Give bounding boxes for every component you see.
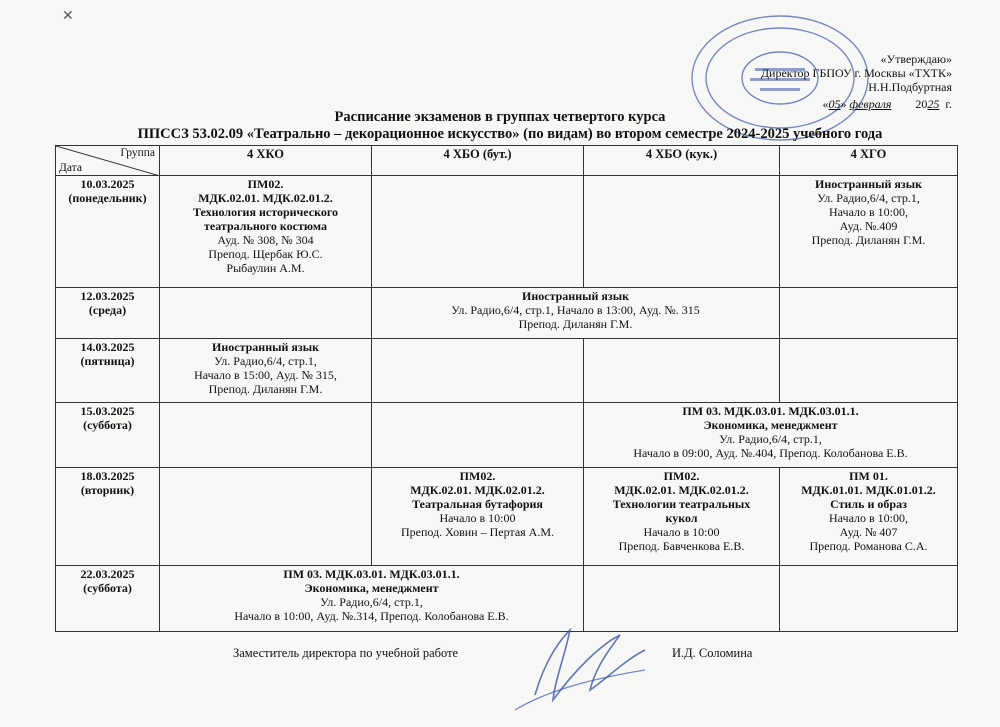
page-subtitle: ППССЗ 53.02.09 «Театрально – декорационное искусство» (по видам) во втором семестре 2024-2025 учебного года xyxy=(137,126,883,142)
empty-cell xyxy=(584,339,780,403)
footer-position: Заместитель директора по учебной работе xyxy=(233,646,459,660)
empty-cell xyxy=(160,403,372,468)
table-row xyxy=(56,339,958,403)
table-row xyxy=(56,288,958,339)
approval-year: 25 xyxy=(927,97,940,111)
date-cell: 12.03.2025 (среда) xyxy=(56,288,160,339)
exam-cell: Иностранный язык Ул. Радио,6/4, стр.1, Начало в 13:00, Ауд. №. 315 Препод. Диланян Г.М. xyxy=(372,288,780,339)
empty-cell xyxy=(160,288,372,339)
exam-cell: Иностранный язык Ул. Радио,6/4, стр.1, Начало в 10:00, Ауд. №.409 Препод. Диланян Г.М. xyxy=(780,176,958,288)
empty-cell xyxy=(780,288,958,339)
exam-cell: ПМ 03. МДК.03.01. МДК.03.01.1. Экономика, менеджмент Ул. Радио,6/4, стр.1, Начало в 09:00, Ауд. №.404, Препод. Колобанова Е.В. xyxy=(584,403,958,468)
column-header: 4 ХКО xyxy=(160,146,372,176)
approve-word: «Утверждаю» xyxy=(880,52,952,66)
footer-name: И.Д. Соломина xyxy=(672,646,753,660)
date-cell: 22.03.2025 (суббота) xyxy=(56,566,160,632)
exam-schedule-table xyxy=(55,145,958,632)
empty-cell xyxy=(372,176,584,288)
table-row xyxy=(56,468,958,566)
empty-cell xyxy=(780,339,958,403)
approval-month: февраля xyxy=(849,97,892,111)
approval-day: 05 xyxy=(828,97,841,111)
column-header: 4 ХБО (кук.) xyxy=(584,146,780,176)
empty-cell xyxy=(372,403,584,468)
exam-cell: ПМ02. МДК.02.01. МДК.02.01.2. Технология исторического театрального костюма Ауд. № 308, № 304 Препод. Щербак Ю.С. Рыбаулин А.М. xyxy=(160,176,372,288)
empty-cell xyxy=(160,468,372,566)
empty-cell xyxy=(584,176,780,288)
date-cell: 18.03.2025 (вторник) xyxy=(56,468,160,566)
empty-cell xyxy=(780,566,958,632)
exam-cell: ПМ02. МДК.02.01. МДК.02.01.2. Театральная бутафория Начало в 10:00 Препод. Ховин – Пертая А.М. xyxy=(372,468,584,566)
approval-block xyxy=(692,52,952,111)
corner-mark: ✕ xyxy=(62,9,74,24)
exam-cell: ПМ02. МДК.02.01. МДК.02.01.2. Технологии театральных кукол Начало в 10:00 Препод. Бавченкова Е.В. xyxy=(584,468,780,566)
exam-cell: ПМ 03. МДК.03.01. МДК.03.01.1. Экономика, менеджмент Ул. Радио,6/4, стр.1, Начало в 10:00, Ауд. №.314, Препод. Колобанова Е.В. xyxy=(160,566,584,632)
page-title: Расписание экзаменов в группах четвертого курса xyxy=(334,109,666,125)
table-row xyxy=(56,403,958,468)
approver-position: Директор ГБПОУ г. Москвы «ТХТК» xyxy=(760,66,952,80)
corner-cell xyxy=(56,146,160,176)
table-row xyxy=(56,176,958,288)
approval-date: «05» февраля 2025 г. xyxy=(822,97,952,111)
empty-cell xyxy=(372,339,584,403)
exam-cell: Иностранный язык Ул. Радио,6/4, стр.1, Начало в 15:00, Ауд. № 315, Препод. Диланян Г.М. xyxy=(160,339,372,403)
column-header: 4 ХБО (бут.) xyxy=(372,146,584,176)
date-cell: 10.03.2025 (понедельник) xyxy=(56,176,160,288)
approver-name: Н.Н.Подбуртная xyxy=(868,80,952,94)
exam-cell: ПМ 01. МДК.01.01. МДК.01.01.2. Стиль и образ Начало в 10:00, Ауд. № 407 Препод. Романова С.А. xyxy=(780,468,958,566)
column-header: 4 ХГО xyxy=(780,146,958,176)
header-row xyxy=(56,146,958,176)
signature-mark xyxy=(505,600,655,720)
corner-date-label: Дата xyxy=(59,162,82,174)
corner-group-label: Группа xyxy=(120,147,155,159)
date-cell: 15.03.2025 (суббота) xyxy=(56,403,160,468)
date-cell: 14.03.2025 (пятница) xyxy=(56,339,160,403)
